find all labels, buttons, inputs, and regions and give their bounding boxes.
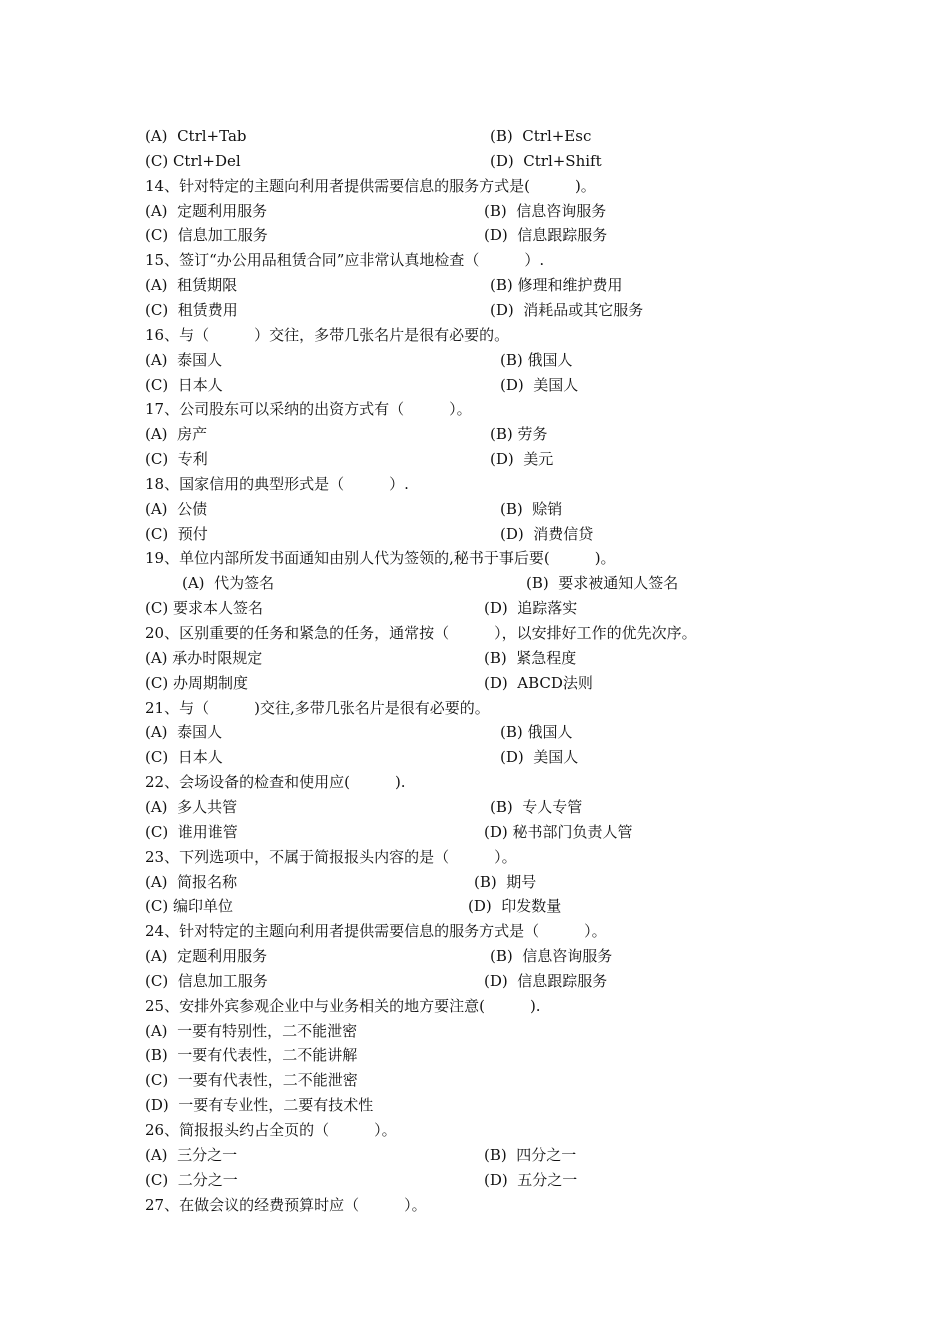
option-right: (B) 紧急程度	[484, 649, 577, 667]
option-right: (D) 追踪落实	[484, 599, 578, 617]
option-right: (D) 美国人	[500, 376, 579, 394]
option-right: (B) 专人专管	[490, 798, 583, 816]
question-text: 15、签订“办公用品租赁合同”应非常认真地检查（ ）.	[145, 251, 545, 269]
option-right: (D) 秘书部门负责人管	[484, 823, 633, 841]
option-right: (D) 五分之一	[484, 1171, 578, 1189]
option-left: (C) 预付	[145, 525, 208, 543]
option-left: (C) 谁用谁管	[145, 823, 238, 841]
option-right: (B) 信息咨询服务	[484, 202, 607, 220]
option-right: (B) 要求被通知人签名	[526, 574, 679, 592]
option-left: (C) 办周期制度	[145, 674, 248, 692]
option-left: (A) 房产	[145, 425, 208, 443]
question-text: 23、下列选项中，不属于简报报头内容的是（ ）。	[145, 848, 517, 866]
option-right: (D) 印发数量	[468, 897, 562, 915]
question-text: 17、公司股东可以采纳的出资方式有（ ）。	[145, 400, 472, 418]
option-right: (D) 信息跟踪服务	[484, 226, 608, 244]
option-right: (B) 期号	[474, 873, 537, 891]
option-line: (C) 一要有代表性，二不能泄密	[145, 1071, 358, 1089]
option-left: (C) 专利	[145, 450, 208, 468]
question-text: 22、会场设备的检查和使用应( ).	[145, 773, 406, 791]
option-right: (D) 美元	[490, 450, 554, 468]
option-left: (A) 代为签名	[182, 574, 275, 592]
option-line: (D) 一要有专业性，二要有技术性	[145, 1096, 374, 1114]
option-left: (A) 简报名称	[145, 873, 238, 891]
option-right: (B) 信息咨询服务	[490, 947, 613, 965]
option-left: (C) 日本人	[145, 376, 223, 394]
option-right: (B) 四分之一	[484, 1146, 577, 1164]
question-text: 21、与（ )交往,多带几张名片是很有必要的。	[145, 699, 490, 717]
question-text: 26、简报报头约占全页的（ ）。	[145, 1121, 397, 1139]
option-left: (C) 信息加工服务	[145, 972, 268, 990]
option-left: (A) 三分之一	[145, 1146, 238, 1164]
option-left: (A) 承办时限规定	[145, 649, 263, 667]
option-right: (B) 劳务	[490, 425, 548, 443]
option-left: (A) 定题利用服务	[145, 947, 268, 965]
question-text: 20、区别重要的任务和紧急的任务，通常按（ ），以安排好工作的优先次序。	[145, 624, 697, 642]
option-left: (A) 定题利用服务	[145, 202, 268, 220]
question-text: 24、针对特定的主题向利用者提供需要信息的服务方式是（ ）。	[145, 922, 607, 940]
question-text: 14、针对特定的主题向利用者提供需要信息的服务方式是( )。	[145, 177, 596, 195]
option-right: (D) 信息跟踪服务	[484, 972, 608, 990]
option-left: (A) Ctrl+Tab	[145, 127, 247, 145]
option-left: (C) 二分之一	[145, 1171, 238, 1189]
option-right: (D) 美国人	[500, 748, 579, 766]
question-text: 18、国家信用的典型形式是（ ）.	[145, 475, 409, 493]
option-right: (B) 赊销	[500, 500, 563, 518]
option-left: (A) 泰国人	[145, 351, 223, 369]
option-left: (A) 租赁期限	[145, 276, 238, 294]
option-left: (A) 公债	[145, 500, 208, 518]
question-text: 16、与（ ）交往，多带几张名片是很有必要的。	[145, 326, 510, 344]
option-right: (B) 俄国人	[500, 723, 573, 741]
option-left: (C) 日本人	[145, 748, 223, 766]
option-right: (D) 消耗品或其它服务	[490, 301, 644, 319]
option-right: (D) 消费信贷	[500, 525, 594, 543]
option-right: (D) Ctrl+Shift	[490, 152, 602, 170]
option-line: (A) 一要有特别性，二不能泄密	[145, 1022, 358, 1040]
question-text: 19、单位内部所发书面通知由别人代为签领的,秘书于事后要( )。	[145, 549, 616, 567]
option-left: (C) 信息加工服务	[145, 226, 268, 244]
option-left: (C) 要求本人签名	[145, 599, 263, 617]
option-left: (A) 多人共管	[145, 798, 238, 816]
option-line: (B) 一要有代表性，二不能讲解	[145, 1046, 358, 1064]
option-right: (B) 修理和维护费用	[490, 276, 623, 294]
option-left: (A) 泰国人	[145, 723, 223, 741]
option-right: (B) Ctrl+Esc	[490, 127, 592, 145]
question-text: 27、在做会议的经费预算时应（ ）。	[145, 1196, 427, 1214]
option-left: (C) 编印单位	[145, 897, 233, 915]
question-text: 25、安排外宾参观企业中与业务相关的地方要注意( ).	[145, 997, 541, 1015]
option-left: (C) Ctrl+Del	[145, 152, 241, 170]
option-left: (C) 租赁费用	[145, 301, 238, 319]
option-right: (D) ABCD法则	[484, 674, 593, 692]
option-right: (B) 俄国人	[500, 351, 573, 369]
